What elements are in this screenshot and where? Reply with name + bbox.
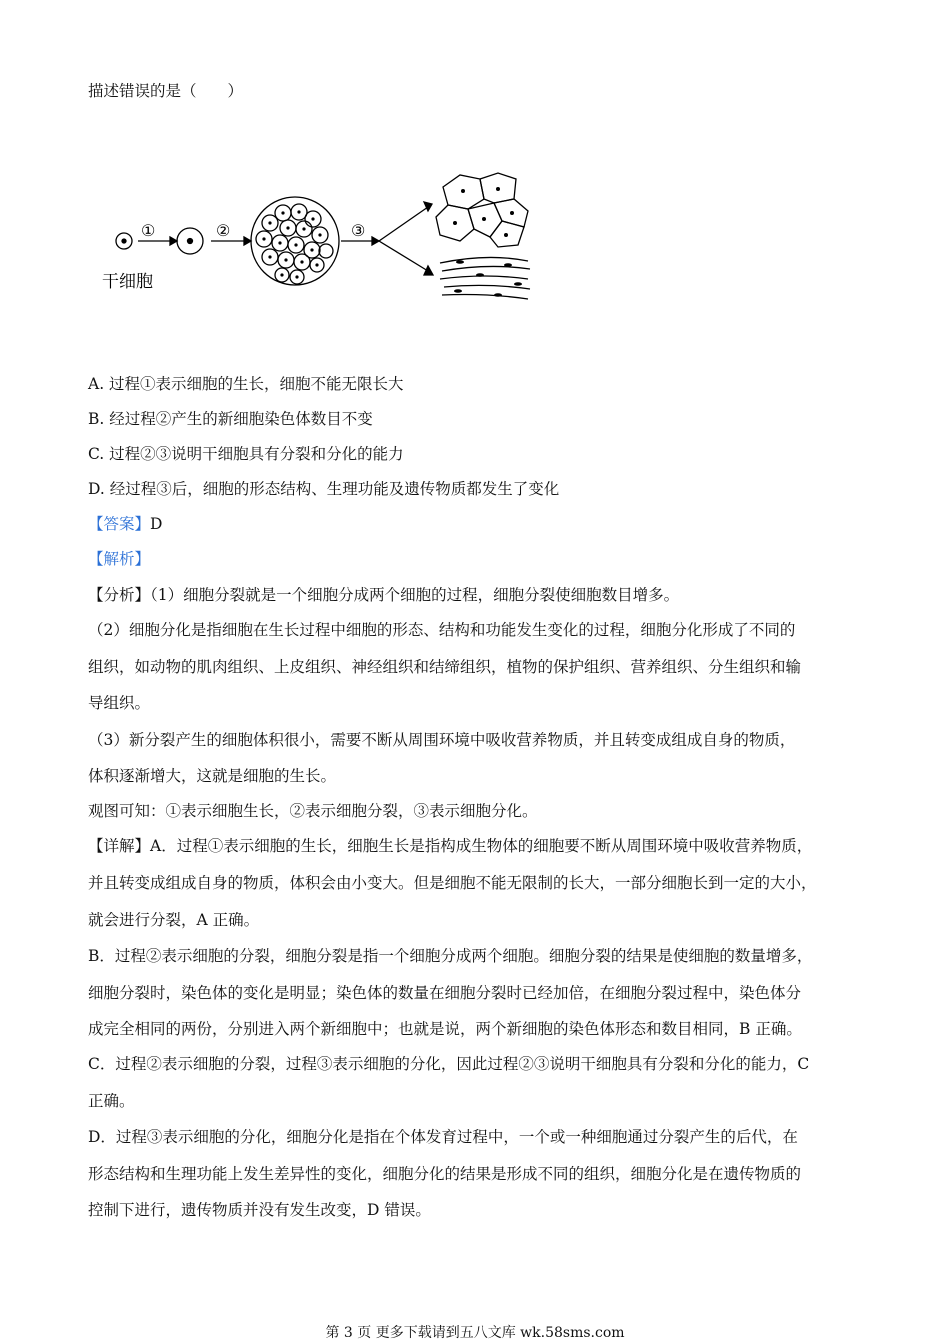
epithelial-cells xyxy=(436,173,528,247)
analysis-line: 【分析】（1）细胞分裂就是一个细胞分成两个细胞的过程，细胞分裂使细胞数目增多。 xyxy=(88,586,680,604)
detail-line: 就会进行分裂，A 正确。 xyxy=(88,911,260,929)
analysis-line: （3）新分裂产生的细胞体积很小，需要不断从周围环境中吸收营养物质，并且转变成组成自身的物质， xyxy=(88,731,796,749)
answer-tag: 【答案】 xyxy=(88,515,151,533)
step-1-label: ① xyxy=(141,223,156,240)
analysis-line: 导组织。 xyxy=(88,694,151,712)
detail-line: C．过程②表示细胞的分裂，过程③表示细胞的分化，因此过程②③说明干细胞具有分裂和分化的能力，C xyxy=(88,1055,810,1073)
detail-line: 并且转变成组成自身的物质，体积会由小变大。但是细胞不能无限制的长大，一部分细胞长到一定的大小， xyxy=(88,874,817,892)
step-3-label: ③ xyxy=(351,223,366,240)
analysis-line: 体积逐渐增大，这就是细胞的生长。 xyxy=(88,767,337,785)
detail-line: 细胞分裂时，染色体的变化是明显；染色体的数量在细胞分裂时已经加倍，在细胞分裂过程中，染色体分 xyxy=(88,984,802,1002)
option-a: A. 过程①表示细胞的生长，细胞不能无限长大 xyxy=(88,375,404,393)
answer-value: D xyxy=(150,515,163,533)
detail-line: D．过程③表示细胞的分化，细胞分化是指在个体发育过程中，一个或一种细胞通过分裂产生的后代，在 xyxy=(88,1128,798,1146)
analysis-line: 组织，如动物的肌肉组织、上皮组织、神经组织和结缔组织，植物的保护组织、营养组织、分生组织和输 xyxy=(88,658,802,676)
analysis-tag: 【解析】 xyxy=(88,550,151,568)
detail-line: 形态结构和生理功能上发生差异性的变化，细胞分化的结果是形成不同的组织，细胞分化是在遗传物质的 xyxy=(88,1165,802,1183)
option-c: C. 过程②③说明干细胞具有分裂和分化的能力 xyxy=(88,445,404,463)
analysis-line: 观图可知：①表示细胞生长，②表示细胞分裂，③表示细胞分化。 xyxy=(88,802,538,820)
question-stem-tail: 描述错误的是（ ） xyxy=(88,82,244,100)
detail-line: 控制下进行，遗传物质并没有发生改变，D 错误。 xyxy=(88,1201,431,1219)
step-2-label: ② xyxy=(216,223,231,240)
page-footer: 第 3 页 更多下载请到五八文库 wk.58sms.com xyxy=(325,1325,625,1341)
stem-cell-diagram xyxy=(88,165,548,315)
detail-line: B．过程②表示细胞的分裂，细胞分裂是指一个细胞分成两个细胞。细胞分裂的结果是使细胞的数量增多， xyxy=(88,947,813,965)
stem-cell-label: 干细胞 xyxy=(102,272,153,291)
answer-line xyxy=(88,513,162,535)
detail-line: 【详解】A．过程①表示细胞的生长，细胞生长是指构成生物体的细胞要不断从周围环境中吸收营养物质， xyxy=(88,837,813,855)
muscle-cells xyxy=(440,257,530,299)
detail-line: 正确。 xyxy=(88,1092,135,1110)
option-b: B. 经过程②产生的新细胞染色体数目不变 xyxy=(88,410,373,428)
analysis-line: （2）细胞分化是指细胞在生长过程中细胞的形态、结构和功能发生变化的过程，细胞分化形成了不同的 xyxy=(88,621,796,639)
option-d: D. 经过程③后，细胞的形态结构、生理功能及遗传物质都发生了变化 xyxy=(88,480,560,498)
cell-cluster xyxy=(251,197,339,285)
detail-line: 成完全相同的两份，分别进入两个新细胞中；也就是说，两个新细胞的染色体形态和数目相同，B 正确。 xyxy=(88,1020,802,1038)
